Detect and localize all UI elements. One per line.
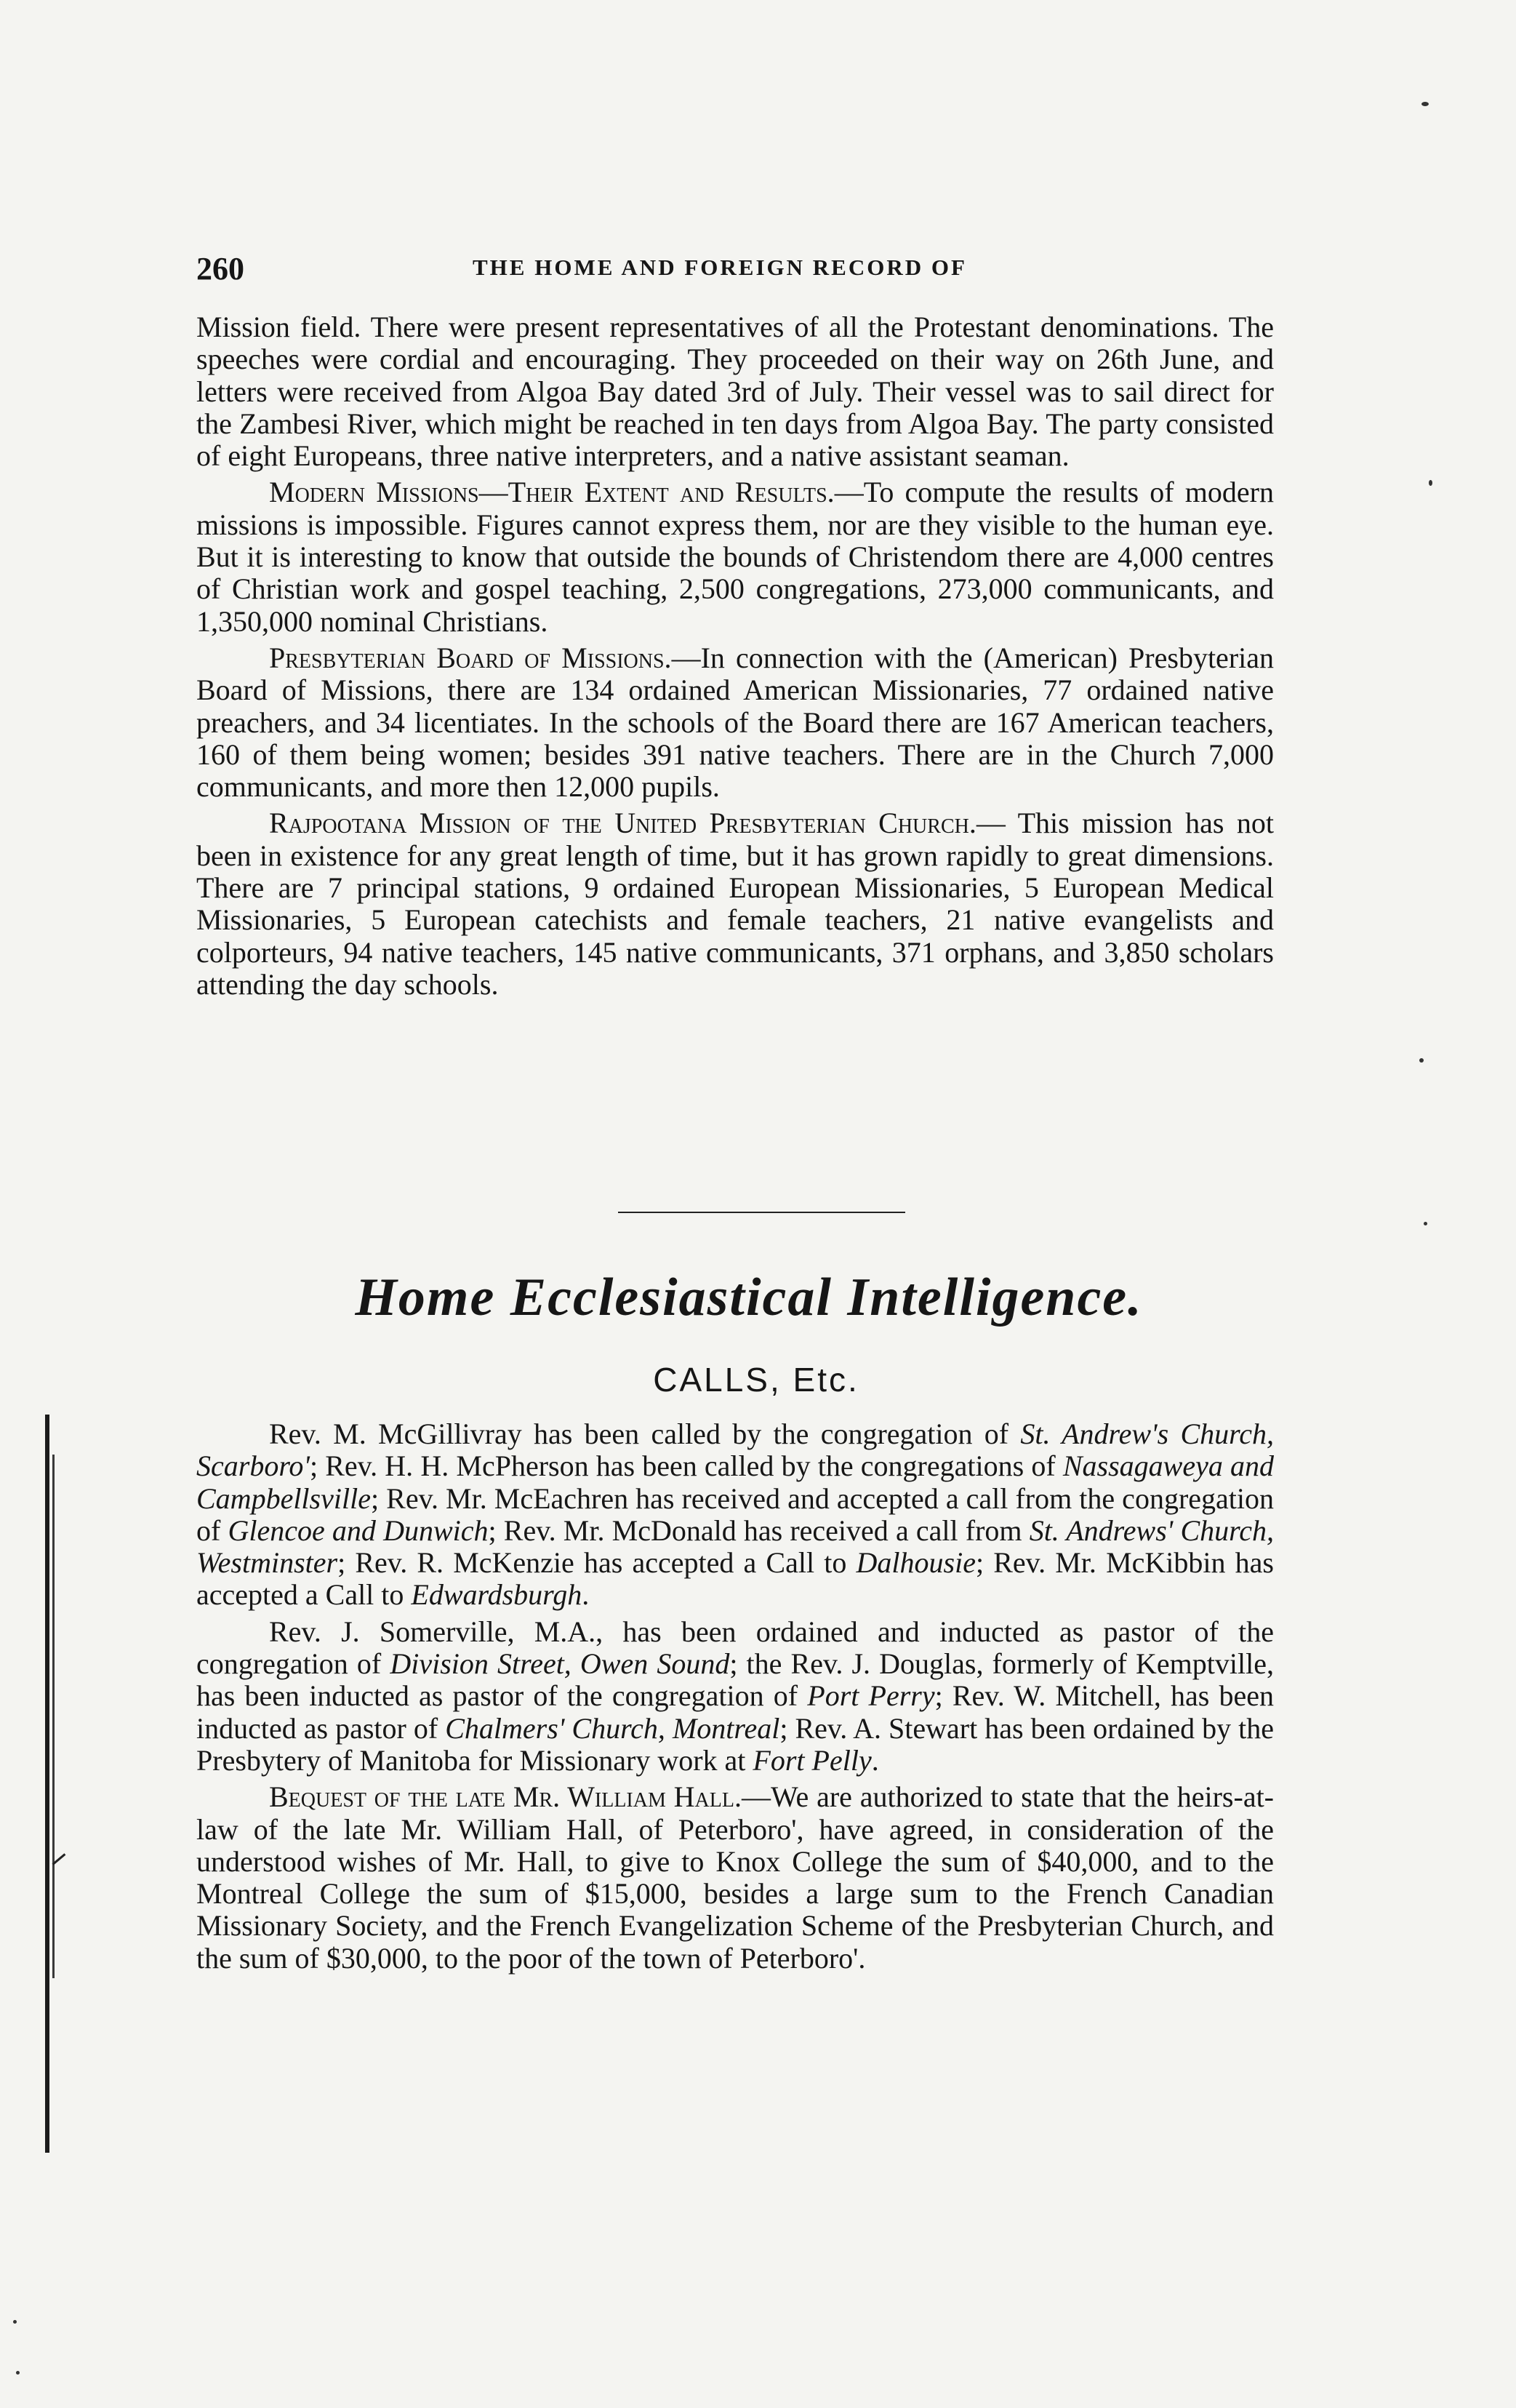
paragraph-modern-missions xyxy=(196,476,1274,637)
place-name: Fort Pelly xyxy=(753,1743,872,1777)
scan-speck xyxy=(1421,102,1429,106)
text-presbyterian-board: —In connection with the (American) Presbyterian Board of Missions, there are 134 ordained American Missionaries, 77 ordained native preachers, and 34 licentiates. In the schools of the Board there are 167 American teachers, 160 of them being women; besides 391 native teachers. There are in the Church 7,000 communicants, and more then 12,000 pupils. xyxy=(196,641,1274,804)
heading-rajpootana-mission: Rajpootana Mission of the United Presbyterian Church. xyxy=(269,807,976,840)
scan-speck xyxy=(1429,480,1432,486)
inductions-text: ; the Rev. J. Douglas, formerly of Kemptville, has been inducted as pastor of the congregation of xyxy=(196,1647,1274,1713)
place-name: St. Andrews' Church, Westminster xyxy=(196,1513,1274,1580)
text-modern-missions: —To compute the results of modern missions is impossible. Figures cannot express them, nor are they visible to the human eye. But it is interesting to know that outside the bounds of Christendom there are 4,000 centres of Christian work and gospel teaching, 2,500 congregations, 273,000 communicants, and 1,350,000 nominal Christians. xyxy=(196,476,1274,638)
paragraph-mission-field: Mission field. There were present representatives of all the Protestant denominations. The speeches were cordial and encouraging. They proceeded on their way on 26th June, and letters were received from Algoa Bay dated 3rd of July. Their vessel was to sail direct for the Zambesi River, which might be reached in ten days from Algoa Bay. The party consisted of eight Europeans, three native interpreters, and a native assistant seaman. xyxy=(196,311,1274,473)
inductions-text: ; Rev. A. Stewart has been ordained by the Presbytery of Manitoba for Missionary work at xyxy=(196,1711,1274,1777)
calls-text: ; Rev. Mr. McEachren has received and accepted a call from the congregation of xyxy=(196,1481,1274,1547)
missions-section xyxy=(196,311,1274,1001)
paragraph-inductions xyxy=(196,1616,1274,1777)
margin-mark-line-inner xyxy=(52,1455,55,1978)
place-name: Chalmers' Church, Montreal xyxy=(445,1711,780,1745)
paragraph-rajpootana-mission xyxy=(196,807,1274,1001)
calls-text: Rev. M. McGillivray has been called by the congregation of xyxy=(269,1417,1021,1450)
page-number: 260 xyxy=(196,251,244,287)
running-head: THE HOME AND FOREIGN RECORD OF xyxy=(473,255,967,280)
heading-modern-missions: Modern Missions—Their Extent and Results. xyxy=(269,476,835,509)
place-name: Division Street, Owen Sound xyxy=(390,1647,730,1681)
scan-speck xyxy=(1419,1058,1424,1063)
place-name: Nassagaweya and Campbellsville xyxy=(196,1449,1274,1515)
calls-text: . xyxy=(582,1578,590,1612)
heading-presbyterian-board: Presbyterian Board of Missions. xyxy=(269,641,672,674)
place-name: Edwardsburgh xyxy=(411,1578,582,1612)
place-name: Port Perry xyxy=(807,1679,935,1713)
scan-speck xyxy=(16,2371,20,2375)
scan-speck xyxy=(13,2320,17,2324)
calls-section xyxy=(196,1418,1274,1975)
page-header xyxy=(196,250,1272,287)
place-name: Glencoe and Dunwich xyxy=(228,1513,489,1547)
calls-text: ; Rev. R. McKenzie has accepted a Call to xyxy=(337,1546,857,1580)
calls-text: ; Rev. H. H. McPherson has been called by the congregations of xyxy=(309,1449,1063,1483)
text-rajpootana-mission: — This mission has not been in existence for any great length of time, but it has grown rapidly to great dimensions. There are 7 principal stations, 9 ordained European Missionaries, 5 European Medical Missionaries, 5 European catechists and female teachers, 21 native evangelists and colporteurs, 94 native teachers, 145 native communicants, 371 orphans, and 3,850 scholars attending the day schools. xyxy=(196,807,1274,1001)
paragraph-presbyterian-board xyxy=(196,642,1274,803)
text-bequest: —We are authorized to state that the heirs-at-law of the late Mr. William Hall, of Peterboro', have agreed, in consideration of the understood wishes of Mr. Hall, to give to Knox College the sum of $40,000, and to the Montreal College the sum of $15,000, besides a large sum to the French Canadian Missionary Society, and the French Evangelization Scheme of the Presbyterian Church, and the sum of $30,000, to the poor of the town of Peterboro'. xyxy=(196,1780,1275,1975)
paragraph-bequest xyxy=(196,1781,1274,1975)
place-name: Dalhousie xyxy=(856,1546,976,1580)
inductions-text: ; Rev. W. Mitchell, has been inducted as pastor of xyxy=(196,1679,1275,1745)
calls-text: ; Rev. Mr. McKibbin has accepted a Call to xyxy=(196,1546,1274,1612)
inductions-text: . xyxy=(871,1743,879,1777)
margin-mark-line xyxy=(45,1415,49,2153)
section-divider xyxy=(618,1212,905,1213)
paragraph-calls xyxy=(196,1418,1274,1612)
section-title: Home Ecclesiastical Intelligence. xyxy=(355,1268,1143,1327)
heading-bequest: Bequest of the late Mr. William Hall. xyxy=(269,1780,742,1814)
place-name: St. Andrew's Church, Scarboro' xyxy=(196,1417,1274,1483)
calls-text: ; Rev. Mr. McDonald has received a call from xyxy=(488,1513,1030,1547)
subsection-title: CALLS, Etc. xyxy=(653,1361,859,1399)
scan-speck xyxy=(1424,1222,1427,1225)
inductions-text: Rev. J. Somerville, M.A., has been ordained and inducted as pastor of the congregation of xyxy=(196,1615,1274,1681)
